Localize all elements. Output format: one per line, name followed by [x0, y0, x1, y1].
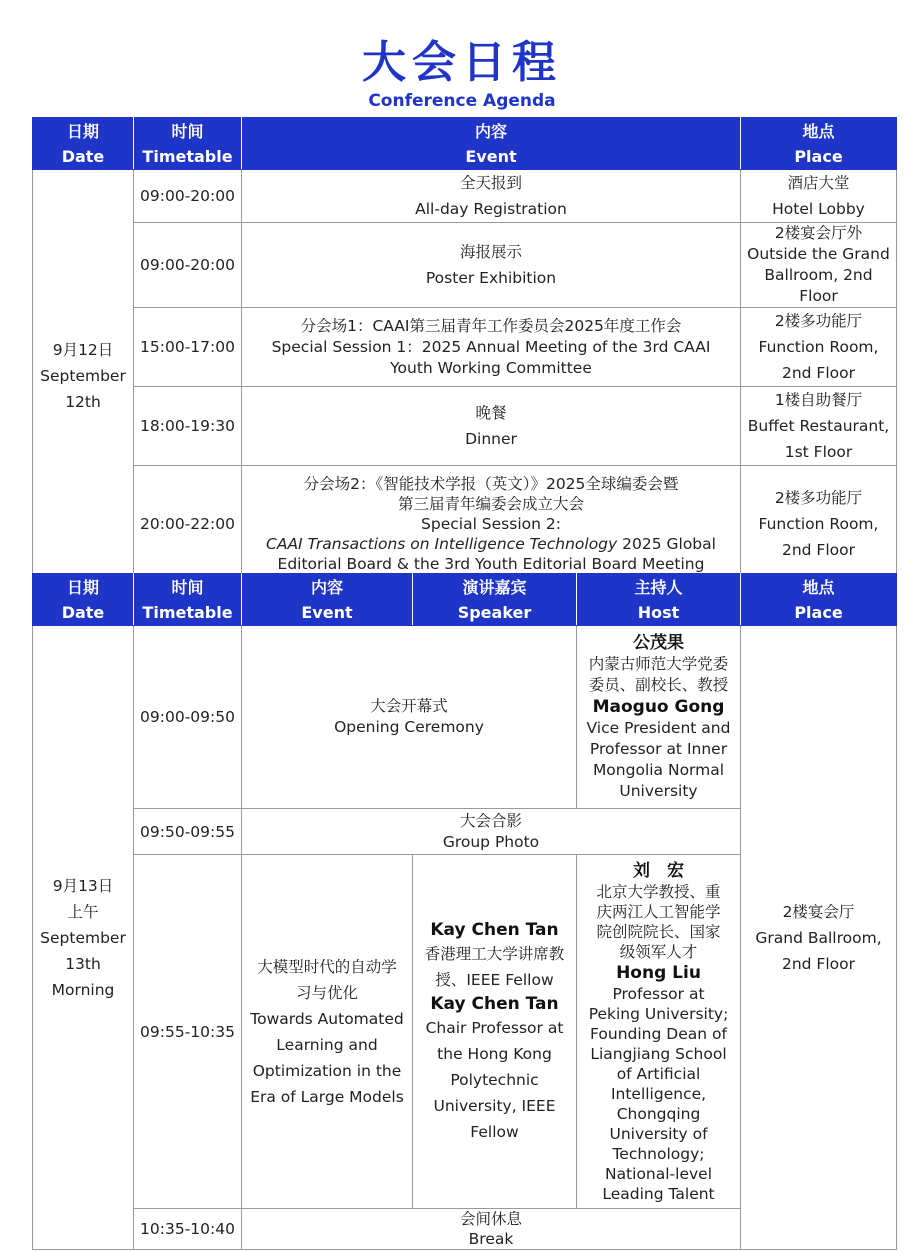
table-row — [33, 626, 897, 809]
date-cell: 9月13日 上午 September 13th Morning — [33, 626, 134, 1250]
header-event: 内容 Event — [242, 574, 413, 626]
event-cell: 大会合影 Group Photo — [242, 809, 741, 855]
header-host: 主持人 Host — [577, 574, 741, 626]
table-row — [33, 466, 897, 582]
header-place: 地点 Place — [741, 574, 897, 626]
header-time: 时间 Timetable — [134, 574, 242, 626]
page-subtitle: Conference Agenda — [368, 91, 556, 111]
host-cell: 刘 宏 北京大学教授、重 庆两江人工智能学 院创院院长、国家 级领军人才 Hong Liu Professor at Peking University; Founding Dean of Liangjiang School of Artificial Intelligence, Chongqing University of Technology; National-level Leading Talent — [577, 855, 741, 1209]
time-cell: 18:00-19:30 — [134, 387, 242, 466]
time-cell: 10:35-10:40 — [134, 1209, 242, 1250]
speaker-cell: Kay Chen Tan 香港理工大学讲席教 授、IEEE Fellow Kay Chen Tan Chair Professor at the Hong Kong Polytechnic University, IEEE Fellow — [413, 855, 577, 1209]
table-header-row — [33, 574, 897, 626]
event-cell: 晚餐 Dinner — [242, 387, 741, 466]
event-cell: 全天报到 All-day Registration — [242, 170, 741, 223]
time-cell: 09:00-20:00 — [134, 223, 242, 308]
table-row — [33, 223, 897, 308]
time-cell: 20:00-22:00 — [134, 466, 242, 582]
time-cell: 09:55-10:35 — [134, 855, 242, 1209]
host-cell: 公茂果 内蒙古师范大学党委 委员、副校长、教授 Maoguo Gong Vice President and Professor at Inner Mongolia Normal University — [577, 626, 741, 809]
place-cell: 1楼自助餐厅 Buffet Restaurant, 1st Floor — [741, 387, 897, 466]
event-cell: 海报展示 Poster Exhibition — [242, 223, 741, 308]
agenda-table-day1 — [32, 117, 897, 582]
date-cell: 9月12日 September 12th — [33, 170, 134, 582]
time-cell: 09:00-20:00 — [134, 170, 242, 223]
event-cell: 大模型时代的自动学 习与优化 Towards Automated Learning and Optimization in the Era of Large Models — [242, 855, 413, 1209]
header-time: 时间 Timetable — [134, 118, 242, 170]
header-date: 日期 Date — [33, 574, 134, 626]
page-title: 大会日程 — [362, 37, 562, 88]
table-row — [33, 170, 897, 223]
header-place: 地点 Place — [741, 118, 897, 170]
place-cell: 2楼宴会厅 Grand Ballroom, 2nd Floor — [741, 626, 897, 1250]
time-cell: 09:50-09:55 — [134, 809, 242, 855]
place-cell: 2楼多功能厅 Function Room, 2nd Floor — [741, 466, 897, 582]
header-speaker: 演讲嘉宾 Speaker — [413, 574, 577, 626]
table-row — [33, 387, 897, 466]
time-cell: 09:00-09:50 — [134, 626, 242, 809]
place-cell: 2楼宴会厅外 Outside the Grand Ballroom, 2nd Floor — [741, 223, 897, 308]
table-row — [33, 308, 897, 387]
place-cell: 酒店大堂 Hotel Lobby — [741, 170, 897, 223]
event-cell: 会间休息 Break — [242, 1209, 741, 1250]
time-cell: 15:00-17:00 — [134, 308, 242, 387]
event-cell: 分会场2：《智能技术学报（英文）》2025全球编委会暨 第三届青年编委会成立大会 Special Session 2: CAAI Transactions on Intelligence Technology 2025 Global Editorial Board & the 3rd Youth Editorial Board Meeting — [242, 466, 741, 582]
header-date: 日期 Date — [33, 118, 134, 170]
table-header-row — [33, 118, 897, 170]
event-cell: 大会开幕式 Opening Ceremony — [242, 626, 577, 809]
header-event: 内容 Event — [242, 118, 741, 170]
agenda-table-day2 — [32, 573, 897, 1250]
event-cell: 分会场1：CAAI第三届青年工作委员会2025年度工作会 Special Session 1：2025 Annual Meeting of the 3rd CAAI Youth Working Committee — [242, 308, 741, 387]
place-cell: 2楼多功能厅 Function Room, 2nd Floor — [741, 308, 897, 387]
